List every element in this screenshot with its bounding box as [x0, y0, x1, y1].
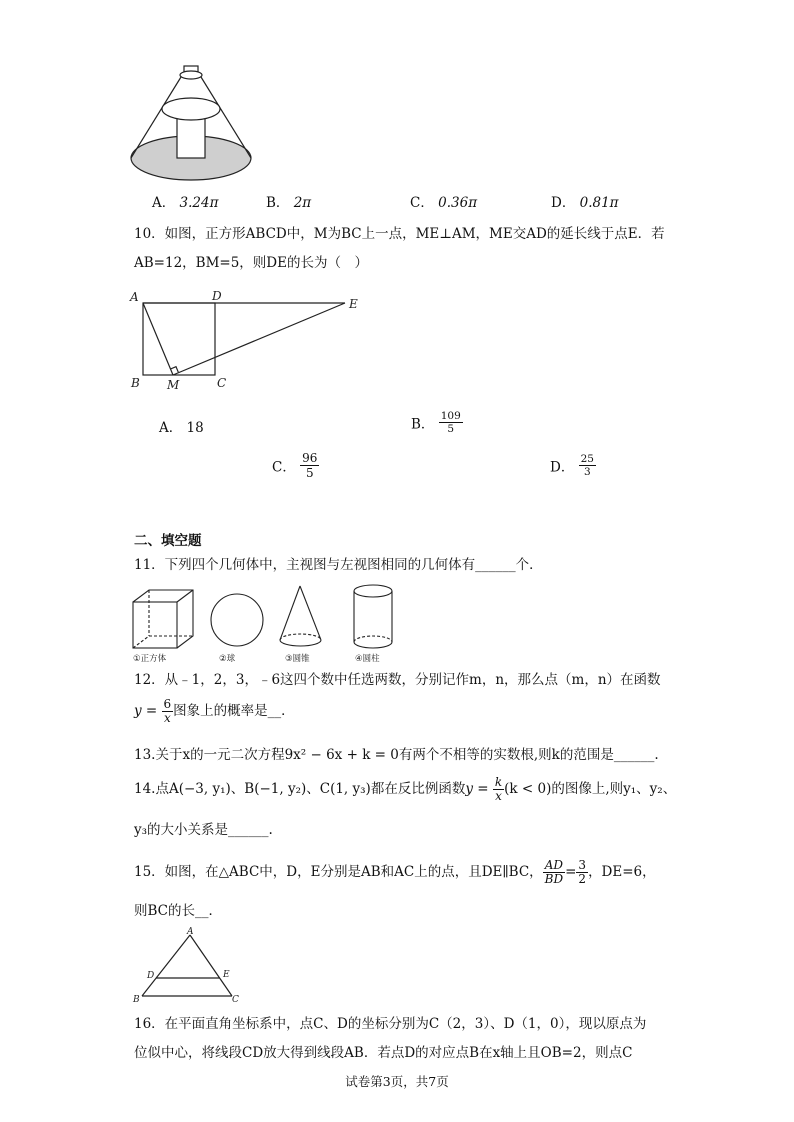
label-A: A: [130, 290, 139, 304]
label-B: B: [131, 376, 140, 390]
caption-cone: ③圆锥: [285, 654, 310, 664]
tri-label-B: B: [133, 995, 140, 1005]
q10-option-a[interactable]: A． 18: [159, 420, 204, 436]
tri-label-E: E: [223, 970, 230, 980]
q15-stem-line2: 则BC的长__．: [134, 903, 223, 919]
section-title: 二、填空题: [134, 533, 202, 549]
q10-option-b[interactable]: B． $\frac{109}{5}$: [411, 410, 461, 435]
q13-stem: 13.关于x的一元二次方程9x² − 6x + k = 0有两个不相等的实数根,则k的范围是______.: [134, 747, 659, 763]
q9-option-b[interactable]: B． 2π: [266, 195, 312, 211]
q12-stem-line2: y = $\frac{6}{x}$ 图象上的概率是__．: [134, 697, 295, 725]
caption-sphere: ②球: [219, 654, 236, 664]
caption-cylinder: ④圆柱: [355, 654, 380, 664]
tri-label-C: C: [232, 995, 239, 1005]
tri-label-A: A: [187, 927, 194, 937]
q9-option-a[interactable]: A． 3.24π: [152, 195, 219, 211]
q11-stem: 11．下列四个几何体中，主视图与左视图相同的几何体有______个．: [134, 557, 543, 573]
q16-stem-line2: 位似中心，将线段CD放大得到线段AB．若点D的对应点B在x轴上且OB=2，则点C: [134, 1045, 633, 1061]
page-footer: 试卷第3页，共7页: [345, 1074, 449, 1089]
caption-cube: ①正方体: [133, 654, 167, 664]
q10-stem-line1: 10．如图，正方形ABCD中，M为BC上一点，ME⊥AM，ME交AD的延长线于点E．若: [134, 226, 665, 242]
q9-option-c[interactable]: C． 0.36π: [410, 195, 478, 211]
label-C: C: [217, 376, 227, 390]
label-D: D: [212, 289, 222, 303]
q10-option-c[interactable]: C． $\frac{96}{5}$: [272, 451, 318, 480]
q10-stem-line2: AB=12，BM=5，则DE的长为（ ）: [134, 255, 368, 271]
q15-stem-line1: 15．如图，在△ABC中，D，E分别是AB和AC上的点，且DE∥BC， $\frac{AD}{BD}$ = $\frac{3}{2}$ ，DE=6，: [134, 858, 656, 886]
tri-label-D: D: [147, 971, 155, 981]
q10-option-d[interactable]: D． $\frac{25}{3}$: [550, 453, 594, 478]
label-E: E: [349, 297, 358, 311]
q14-stem-line1: 14.点A(−3, y₁)、B(−1, y₂)、C(1, y₃)都在反比例函数y = $\frac{k}{x}$ (k < 0)的图像上,则y₁、y₂、: [134, 775, 677, 803]
label-M: M: [167, 378, 180, 392]
q14-stem-line2: y₃的大小关系是______.: [134, 822, 273, 838]
q12-stem-line1: 12．从﹣1，2，3，﹣6这四个数中任选两数，分别记作m，n，那么点（m，n）在函数: [134, 672, 661, 688]
q9-option-d[interactable]: D． 0.81π: [551, 195, 619, 211]
q16-stem-line1: 16．在平面直角坐标系中，点C、D的坐标分别为C（2，3）、D（1，0），现以原点为: [134, 1016, 647, 1032]
